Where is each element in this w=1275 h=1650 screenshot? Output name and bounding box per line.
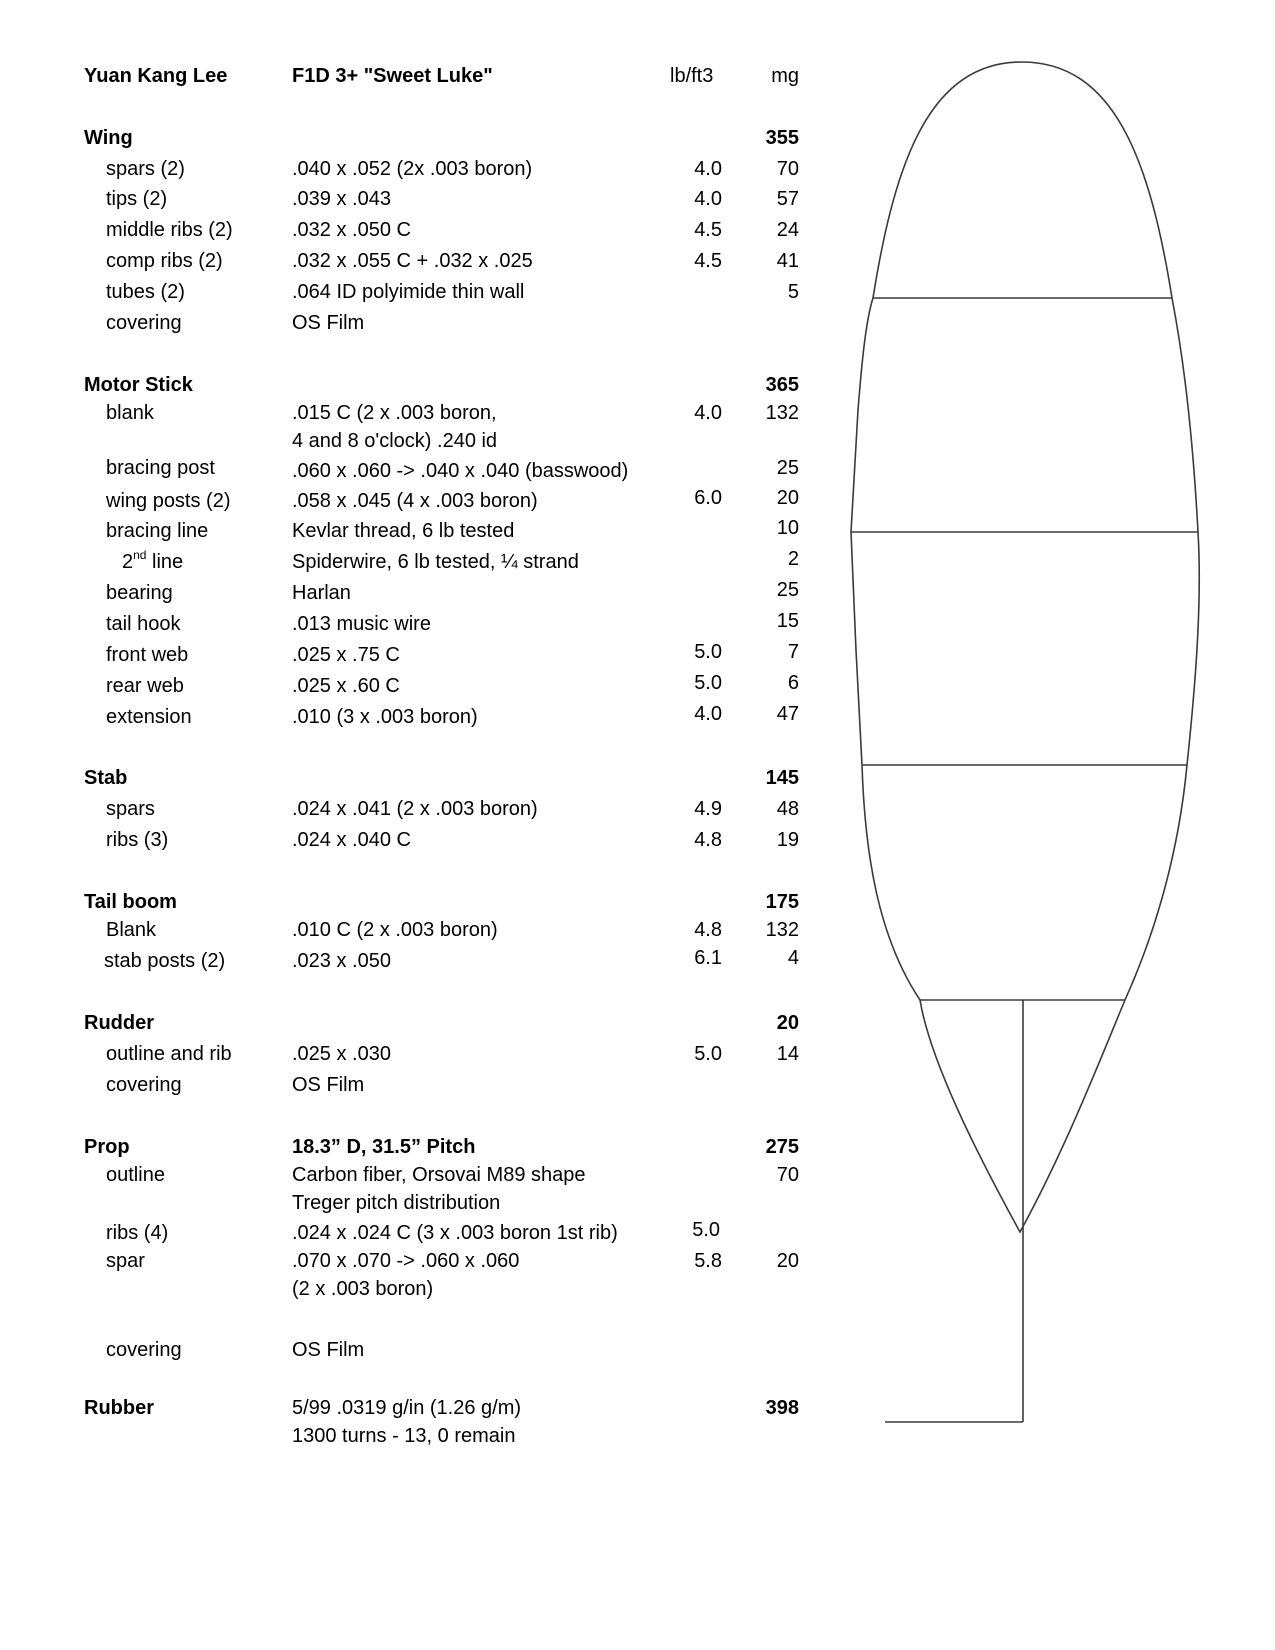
wing-density: 4.5 — [694, 250, 722, 272]
wing-density: 4.0 — [694, 158, 722, 180]
motor-stick-density: 5.0 — [694, 641, 722, 663]
rudder-spec: .025 x .030 — [292, 1043, 391, 1065]
motor-stick-mass: 2 — [787, 548, 799, 570]
wing-density: 4.5 — [694, 219, 722, 241]
prop-part: ribs (4) — [106, 1222, 169, 1244]
motor-stick-spec: .025 x .75 C — [292, 644, 400, 666]
density-unit-header: lb/ft3 — [670, 65, 714, 87]
motor-stick-part: bracing line — [106, 520, 209, 542]
stab-spec: .024 x .040 C — [292, 829, 411, 851]
motor-stick-mass: 25 — [776, 579, 799, 601]
motor-stick-mass: 15 — [776, 610, 799, 632]
wing-part: middle ribs (2) — [106, 219, 233, 241]
fuselage-outline — [851, 62, 1199, 1232]
section-title-wing: Wing — [84, 127, 133, 149]
wing-mass: 5 — [787, 281, 799, 303]
motor-stick-part: front web — [106, 644, 189, 666]
motor-stick-part: bearing — [106, 582, 173, 604]
motor-stick-part: rear web — [106, 675, 184, 697]
stab-part: ribs (3) — [106, 829, 169, 851]
rudder-part: outline and rib — [106, 1043, 232, 1065]
designer-name: Yuan Kang Lee — [84, 65, 228, 87]
section-total-prop: 275 — [765, 1136, 799, 1158]
section-title-prop: Prop — [84, 1136, 130, 1158]
motor-stick-spec: .015 C (2 x .003 boron, — [292, 402, 497, 424]
stab-density: 4.8 — [694, 829, 722, 851]
wing-spec: OS Film — [292, 312, 365, 334]
tail-boom-spec: .010 C (2 x .003 boron) — [292, 919, 498, 941]
wing-spec: .032 x .055 C + .032 x .025 — [292, 250, 533, 272]
motor-stick-part: tail hook — [106, 613, 181, 635]
motor-stick-part: blank — [106, 402, 154, 424]
section-total-stab: 145 — [765, 767, 799, 789]
prop-part: outline — [106, 1164, 165, 1186]
rubber-spec: 5/99 .0319 g/in (1.26 g/m) — [292, 1397, 522, 1419]
tail-boom-mass: 132 — [765, 919, 799, 941]
motor-stick-mass: 7 — [787, 641, 799, 663]
wing-spec: .064 ID polyimide thin wall — [292, 281, 525, 303]
wing-density: 4.0 — [694, 188, 722, 210]
motor-stick-spec: .010 (3 x .003 boron) — [292, 706, 478, 728]
motor-stick-spec: .058 x .045 (4 x .003 boron) — [292, 490, 538, 512]
rudder-density: 5.0 — [694, 1043, 722, 1065]
stab-mass: 48 — [776, 798, 799, 820]
wing-part: covering — [106, 312, 182, 334]
mass-unit-header: mg — [771, 65, 799, 87]
wing-mass: 57 — [776, 188, 799, 210]
prop-part: covering — [106, 1339, 182, 1361]
stab-density: 4.9 — [694, 798, 722, 820]
rudder-spec: OS Film — [292, 1074, 365, 1096]
wing-spec: .032 x .050 C — [292, 219, 411, 241]
tail-boom-part: Blank — [106, 919, 157, 941]
motor-stick-mass: 10 — [776, 517, 799, 539]
motor-stick-part: extension — [106, 706, 192, 728]
section-title-motor-stick: Motor Stick — [84, 374, 193, 396]
motor-stick-spec: Kevlar thread, 6 lb tested — [292, 520, 515, 542]
prop-spec: Treger pitch distribution — [292, 1192, 501, 1214]
motor-stick-spec: 4 and 8 o'clock) .240 id — [292, 430, 498, 452]
section-total-rubber: 398 — [765, 1397, 799, 1419]
section-total-tail-boom: 175 — [765, 891, 799, 913]
stab-spec: .024 x .041 (2 x .003 boron) — [292, 798, 538, 820]
wing-spec: .039 x .043 — [292, 188, 391, 210]
rudder-mass: 14 — [776, 1043, 799, 1065]
section-total-motor-stick: 365 — [765, 374, 799, 396]
motor-stick-part: bracing post — [106, 457, 215, 479]
stab-part: spars — [106, 798, 155, 820]
tail-boom-part: stab posts (2) — [104, 950, 226, 972]
motor-stick-spec: .025 x .60 C — [292, 675, 400, 697]
motor-stick-mass: 132 — [765, 402, 799, 424]
rubber-spec: 1300 turns - 13, 0 remain — [292, 1425, 516, 1447]
wing-part: tips (2) — [106, 188, 168, 210]
prop-spec: Carbon fiber, Orsovai M89 shape — [292, 1164, 586, 1186]
tail-boom-spec: .023 x .050 — [292, 950, 391, 972]
rudder-part: covering — [106, 1074, 182, 1096]
motor-stick-mass: 20 — [776, 487, 799, 509]
wing-part: spars (2) — [106, 158, 185, 180]
wing-mass: 41 — [776, 250, 799, 272]
stab-mass: 19 — [776, 829, 799, 851]
motor-stick-mass: 25 — [776, 457, 799, 479]
section-total-rudder: 20 — [776, 1012, 799, 1034]
motor-stick-spec: Spiderwire, 6 lb tested, ¼ strand — [292, 551, 579, 573]
prop-part: spar — [106, 1250, 145, 1272]
wing-part: tubes (2) — [106, 281, 185, 303]
section-title-rudder: Rudder — [84, 1012, 154, 1034]
tail-boom-density: 4.8 — [694, 919, 722, 941]
prop-mass: 70 — [776, 1164, 799, 1186]
tail-boom-density: 6.1 — [694, 947, 722, 969]
motor-stick-density: 4.0 — [694, 703, 722, 725]
motor-stick-mass: 47 — [776, 703, 799, 725]
motor-stick-density: 4.0 — [694, 402, 722, 424]
second-line-label: 2nd line — [122, 548, 184, 573]
model-name: F1D 3+ "Sweet Luke" — [292, 65, 493, 87]
motor-stick-part: wing posts (2) — [106, 490, 231, 512]
section-total-wing: 355 — [765, 127, 799, 149]
tail-boom-mass: 4 — [787, 947, 799, 969]
prop-spec-title: 18.3” D, 31.5” Pitch — [292, 1136, 476, 1158]
wing-mass: 24 — [776, 219, 799, 241]
motor-stick-spec: .060 x .060 -> .040 x .040 (basswood) — [292, 460, 629, 482]
prop-density: 5.8 — [694, 1250, 722, 1272]
wing-mass: 70 — [776, 158, 799, 180]
section-title-tail-boom: Tail boom — [84, 891, 177, 913]
motor-stick-mass: 6 — [787, 672, 799, 694]
motor-stick-density: 5.0 — [694, 672, 722, 694]
wing-part: comp ribs (2) — [106, 250, 223, 272]
section-title-rubber: Rubber — [84, 1397, 154, 1419]
prop-spec: (2 x .003 boron) — [292, 1278, 434, 1300]
motor-stick-spec: Harlan — [292, 582, 351, 604]
motor-stick-density: 6.0 — [694, 487, 722, 509]
wing-spec: .040 x .052 (2x .003 boron) — [292, 158, 533, 180]
prop-spec: OS Film — [292, 1339, 365, 1361]
motor-stick-spec: .013 music wire — [292, 613, 431, 635]
section-title-stab: Stab — [84, 767, 128, 789]
prop-density: 5.0 — [692, 1219, 720, 1241]
prop-spec: .070 x .070 -> .060 x .060 — [292, 1250, 520, 1272]
prop-mass: 20 — [776, 1250, 799, 1272]
prop-spec: .024 x .024 C (3 x .003 boron 1st rib) — [292, 1222, 618, 1244]
